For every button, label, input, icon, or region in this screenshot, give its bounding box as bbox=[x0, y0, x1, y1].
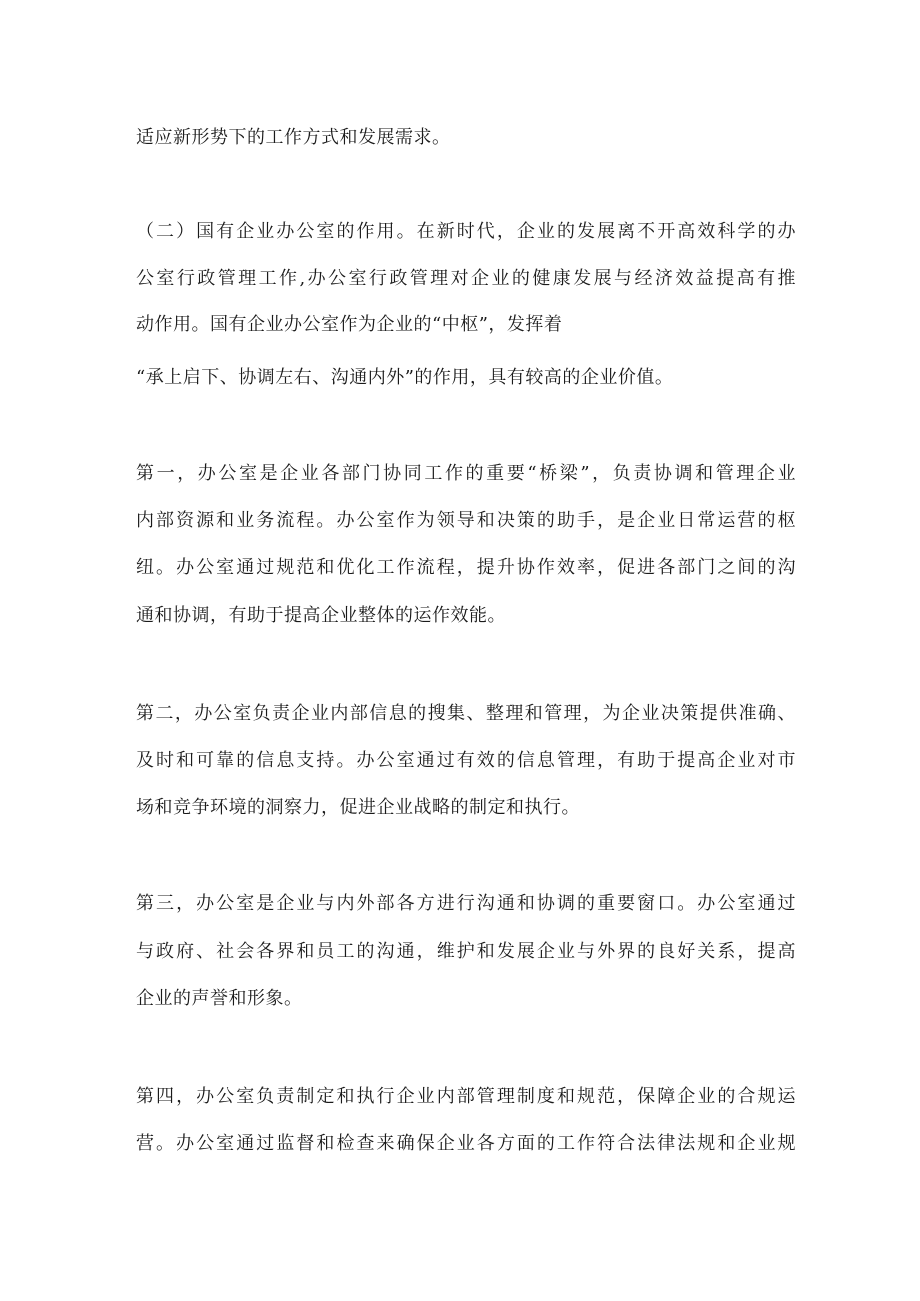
paragraph-line: 第一，办公室是企业各部门协同工作的重要“桥梁”，负责协调和管理企业 bbox=[136, 463, 796, 484]
paragraph-line: “承上启下、协调左右、沟通内外”的作用，具有较高的企业价值。 bbox=[136, 367, 674, 388]
paragraph-line: 适应新形势下的工作方式和发展需求。 bbox=[136, 127, 451, 148]
paragraph-line: （二）国有企业办公室的作用。在新时代，企业的发展离不开高效科学的办 bbox=[136, 221, 796, 242]
paragraph-line: 纽。办公室通过规范和优化工作流程，提升协作效率，促进各部门之间的沟 bbox=[136, 557, 796, 578]
paragraph-line: 及时和可靠的信息支持。办公室通过有效的信息管理，有助于提高企业对市 bbox=[136, 750, 796, 771]
paragraph-line: 企业的声誉和形象。 bbox=[136, 988, 303, 1009]
paragraph-line: 动作用。国有企业办公室作为企业的“中枢”，发挥着 bbox=[136, 314, 563, 335]
paragraph-line: 公室行政管理工作,办公室行政管理对企业的健康发展与经济效益提高有推 bbox=[136, 268, 796, 289]
paragraph-line: 场和竞争环境的洞察力，促进企业战略的制定和执行。 bbox=[136, 797, 580, 818]
paragraph-line: 内部资源和业务流程。办公室作为领导和决策的助手，是企业日常运营的枢 bbox=[136, 510, 796, 531]
paragraph-line: 与政府、社会各界和员工的沟通，维护和发展企业与外界的良好关系，提高 bbox=[136, 941, 796, 962]
paragraph-line: 通和协调，有助于提高企业整体的运作效能。 bbox=[136, 605, 506, 626]
paragraph-line: 营。办公室通过监督和检查来确保企业各方面的工作符合法律法规和企业规 bbox=[136, 1133, 796, 1154]
paragraph-line: 第三，办公室是企业与内外部各方进行沟通和协调的重要窗口。办公室通过 bbox=[136, 893, 796, 914]
paragraph-line: 第二，办公室负责企业内部信息的搜集、整理和管理，为企业决策提供准确、 bbox=[136, 703, 796, 724]
paragraph-line: 第四，办公室负责制定和执行企业内部管理制度和规范，保障企业的合规运 bbox=[136, 1086, 796, 1107]
